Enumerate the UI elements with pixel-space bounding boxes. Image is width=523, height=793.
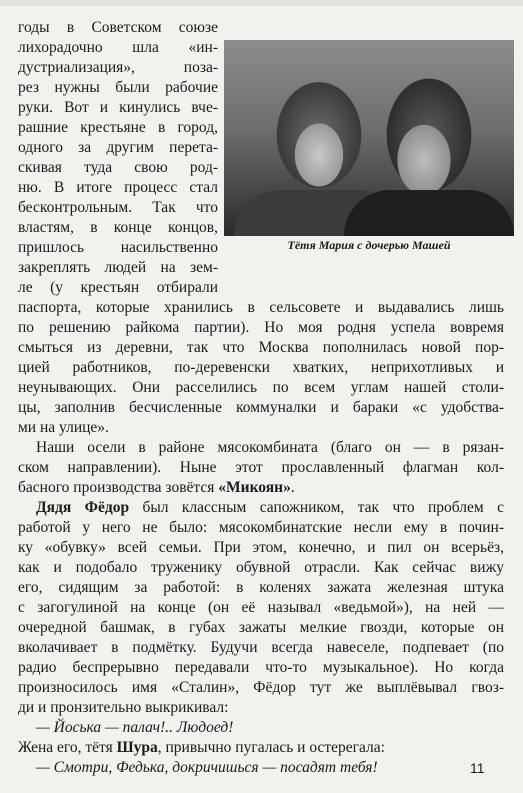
text-span: Жена его, тётя (18, 739, 117, 756)
text-line: ми на улице». (18, 419, 109, 436)
text-line: ле (у крестьян отбирали (18, 279, 218, 296)
bold-name: Шура (116, 739, 158, 756)
family-photo (224, 40, 514, 236)
text-line: руки. Вот и кинулись вче- (18, 99, 218, 116)
text-line: смыться из деревни, так что Москва пополнилась новой пор- (18, 339, 504, 356)
text-line: радио беспрерывно передавали что-то музыкальное). Но когда (18, 659, 504, 676)
text-line: ском направлении). Ныне этот прославленный флагман кол- (18, 459, 504, 476)
text-span: басного производства зовётся (18, 479, 219, 496)
body-text (18, 298, 504, 778)
text-line: паспорта, которые хранились в сельсовете и выдавались лишь (18, 299, 504, 316)
text-line: ди и пронзительно выкрикивал: (18, 699, 229, 716)
text-line: годы в Советском союзе (18, 19, 218, 36)
text-line: цы, заполнив бесчисленные коммуналки и бараки «с удобства- (18, 399, 504, 416)
photo-figure-right (344, 190, 514, 236)
text-line: работой у него не было: мясокомбинатские несли ему в почин- (18, 519, 504, 536)
text-line: очередной башмак, в губах зажаты мелкие гвозди, которые он (18, 619, 504, 636)
text-line: пришлось насильственно (18, 239, 218, 256)
text-line: вколачивает в подмётку. Будучи всегда навеселе, подпевает (по (18, 639, 504, 656)
text-line: цией работников, по-деревенски хватких, неприхотливых и (18, 359, 504, 376)
bold-name: Дядя Фёдор (36, 499, 130, 516)
text-line: как и подобало труженику обувной отрасли. Как сейчас вижу (18, 559, 504, 576)
wrapped-paragraph (18, 18, 218, 298)
text-line: закреплять людей на зем- (18, 259, 218, 276)
text-line (18, 498, 504, 518)
text-line: произносилось имя «Сталин», Фёдор тут же выплёвывал гвоз- (18, 679, 504, 696)
text-line: рез нужны были рабочие (18, 79, 218, 96)
text-line: неунывающих. Они расселились по всем углам нашей столи- (18, 379, 504, 396)
text-span: . (290, 479, 295, 496)
text-line: Наши осели в районе мясокомбината (благо он — в рязан- (36, 439, 504, 456)
bold-term: «Микоян» (218, 479, 291, 496)
quote-line: — Йоська — палач!.. Людоед! (36, 719, 234, 736)
text-line: ню. В итоге процесс стал (18, 179, 218, 196)
quote-line: — Смотри, Федька, докричишься — посадят тебя! (36, 759, 378, 776)
text-line: его, сидящим за работой: в коленях зажата железная штука (18, 579, 504, 596)
text-line: бесконтрольным. Так что (18, 199, 218, 216)
text-span: был классным сапожником, так что проблем с (129, 499, 504, 516)
text-line: по решению райкома партии). Но моя родня успела вовремя (18, 319, 504, 336)
text-line: скивая туда свою род- (18, 159, 218, 176)
text-line: с загогулиной на конце (он её называл «ведьмой»), на ней — (18, 599, 504, 616)
text-line: рашние крестьяне в город, (18, 119, 218, 136)
photo-caption: Тётя Мария с дочерью Машей (287, 238, 451, 252)
text-line: властям, в конце концов, (18, 219, 218, 236)
page-number: 11 (470, 760, 485, 776)
text-line: дустриализация», поза- (18, 59, 218, 76)
text-line: одного за другим перета- (18, 139, 218, 156)
text-line: лихорадочно шла «ин- (18, 39, 218, 56)
text-line (18, 738, 504, 758)
text-span: , привычно пугалась и остерегала: (157, 739, 385, 756)
page-top-edge (0, 0, 523, 6)
text-line: ку «обувку» всей семьи. При этом, конечно, и пил он всерьёз, (18, 539, 504, 556)
text-line (18, 478, 504, 498)
